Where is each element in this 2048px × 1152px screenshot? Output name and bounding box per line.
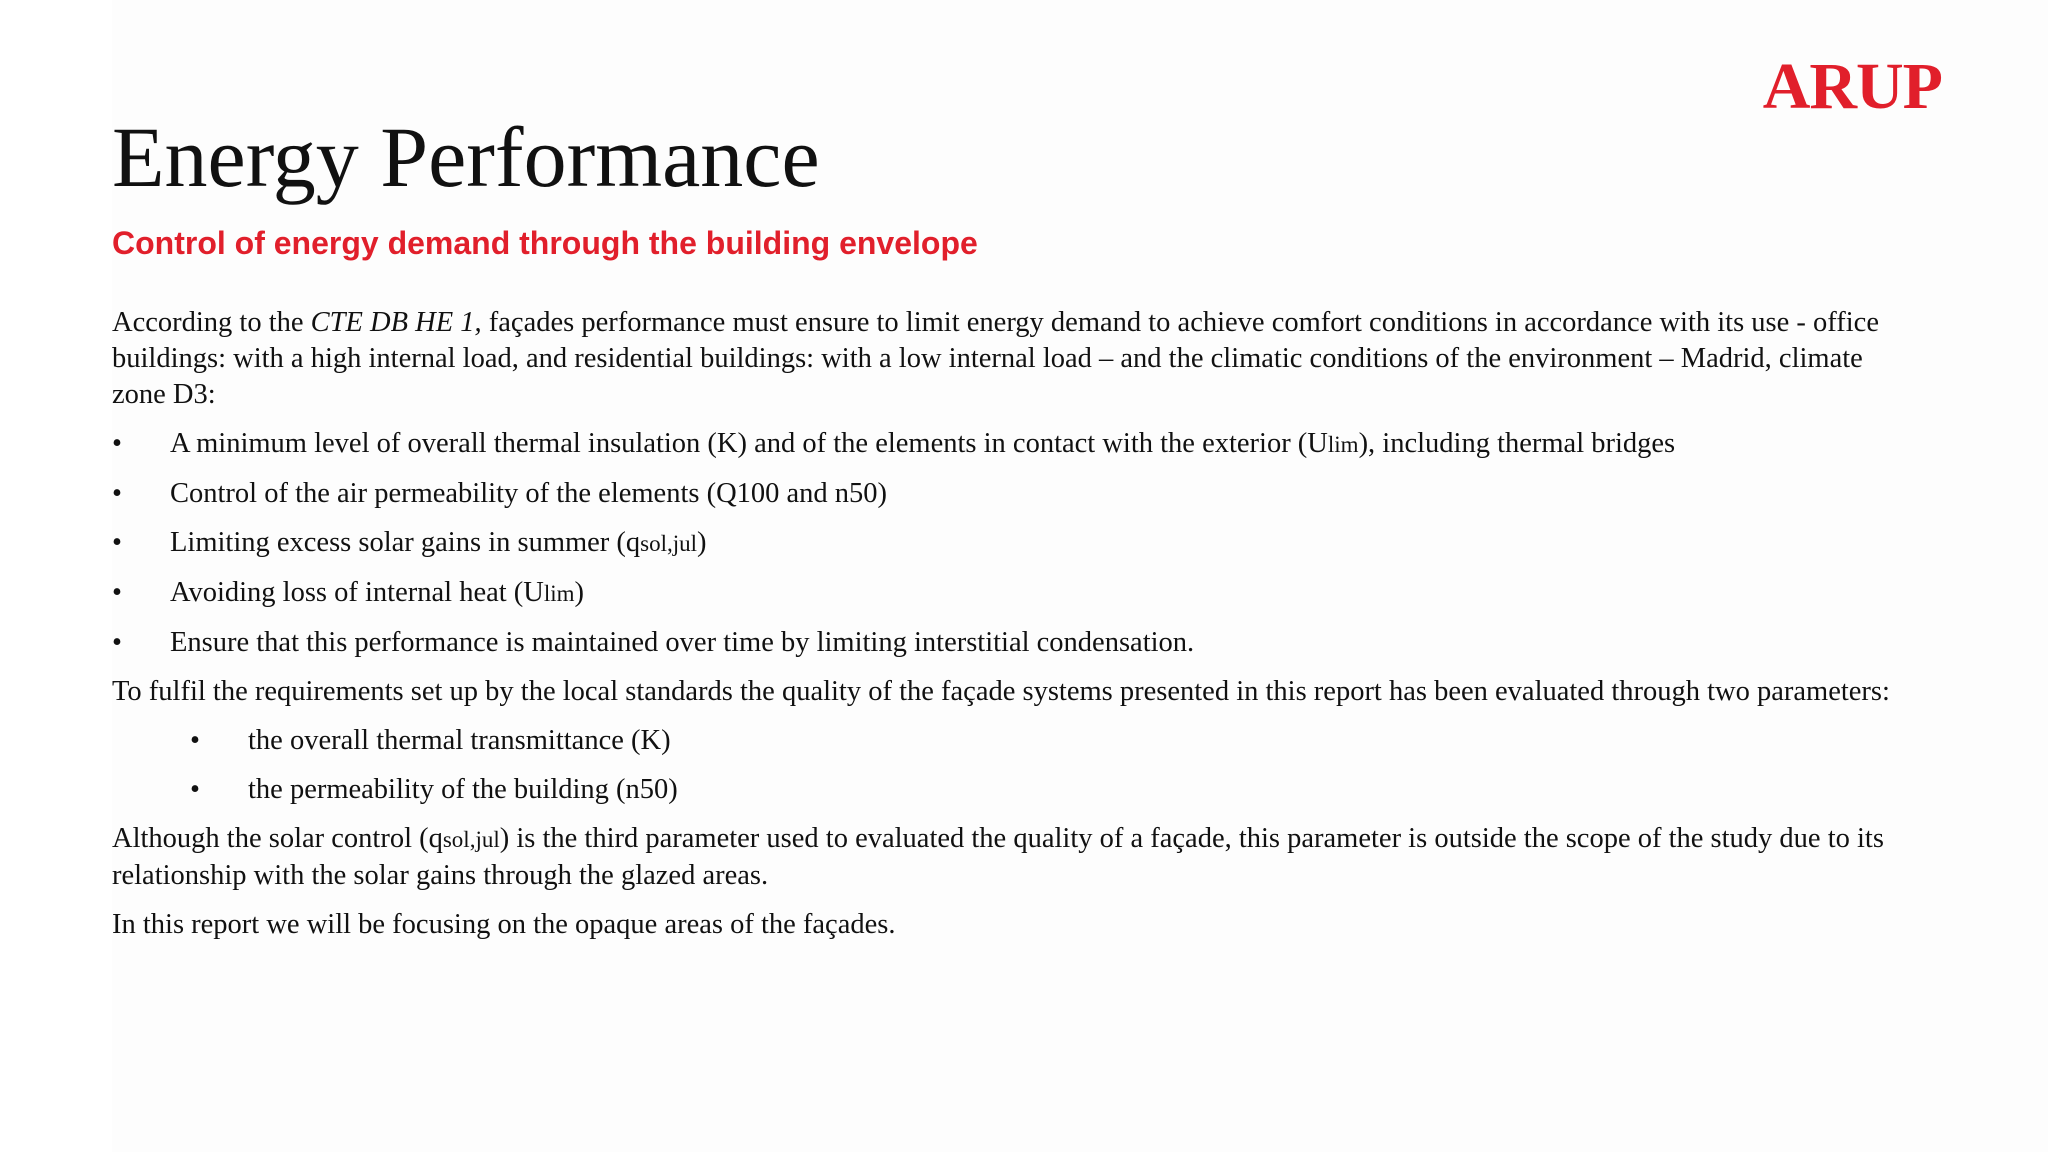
list-item	[112, 426, 1892, 463]
intro-text-end: façades performance must ensure to limit energy demand to achieve comfort conditions in accordance with its use - office buildings: with a high internal load, and residential buildings: with a low internal load – and the climatic conditions of the environment – Madrid, climate zone D3:	[112, 307, 1879, 410]
list-item-subscript: sol,jul	[640, 531, 698, 556]
list-item-subscript: lim	[543, 581, 575, 606]
list-item-text: Control of the air permeability of the elements (Q100 and n50)	[170, 478, 888, 509]
page-title: Energy Performance	[112, 109, 820, 205]
list-item-text: the permeability of the building (n50)	[248, 774, 678, 805]
bullet-marker: •	[112, 527, 122, 558]
list-item	[190, 772, 1892, 808]
solar-control-paragraph	[112, 821, 1892, 894]
page-subtitle: Control of energy demand through the building envelope	[112, 225, 978, 261]
list-item-text: Avoiding loss of internal heat (U	[170, 577, 544, 608]
list-item	[112, 525, 1892, 562]
intro-paragraph	[112, 305, 1892, 413]
body-content	[112, 305, 1892, 956]
evaluation-paragraph: To fulfil the requirements set up by the local standards the quality of the façade systems presented in this report has been evaluated through two parameters:	[112, 676, 1890, 707]
list-item-tail: )	[574, 577, 585, 608]
solar-subscript: sol,jul	[442, 827, 500, 852]
requirements-list	[112, 426, 1892, 661]
bullet-marker: •	[190, 725, 200, 756]
bullet-marker: •	[112, 428, 122, 459]
bullet-marker: •	[112, 478, 122, 509]
list-item	[112, 625, 1892, 661]
bullet-marker: •	[190, 774, 200, 805]
solar-text-start: Although the solar control (q	[112, 823, 443, 854]
list-item	[112, 476, 1892, 512]
list-item	[112, 575, 1892, 612]
arup-logo: ARUP	[1762, 50, 1942, 123]
list-item-tail: )	[697, 527, 707, 558]
solar-text-end: ) is the third parameter used to evaluated the quality of a façade, this parameter is outside the scope of the study due to its relationship with the solar gains through the glazed areas.	[112, 823, 1884, 891]
list-item-text: the overall thermal transmittance (K)	[248, 725, 671, 756]
list-item-subscript: lim	[1327, 432, 1359, 457]
focus-paragraph: In this report we will be focusing on the opaque areas of the façades.	[112, 909, 896, 940]
list-item-text: A minimum level of overall thermal insulation (K) and of the elements in contact with the exterior (U	[170, 428, 1328, 459]
parameters-list	[112, 723, 1892, 808]
intro-standard-reference: CTE DB HE 1,	[310, 307, 482, 338]
list-item-text: Ensure that this performance is maintained over time by limiting interstitial condensation.	[170, 627, 1195, 658]
bullet-marker: •	[112, 627, 122, 658]
list-item	[190, 723, 1892, 759]
bullet-marker: •	[112, 577, 122, 608]
list-item-tail: ), including thermal bridges	[1358, 428, 1676, 459]
intro-text-start: According to the	[112, 307, 311, 338]
list-item-text: Limiting excess solar gains in summer (q	[170, 527, 641, 558]
